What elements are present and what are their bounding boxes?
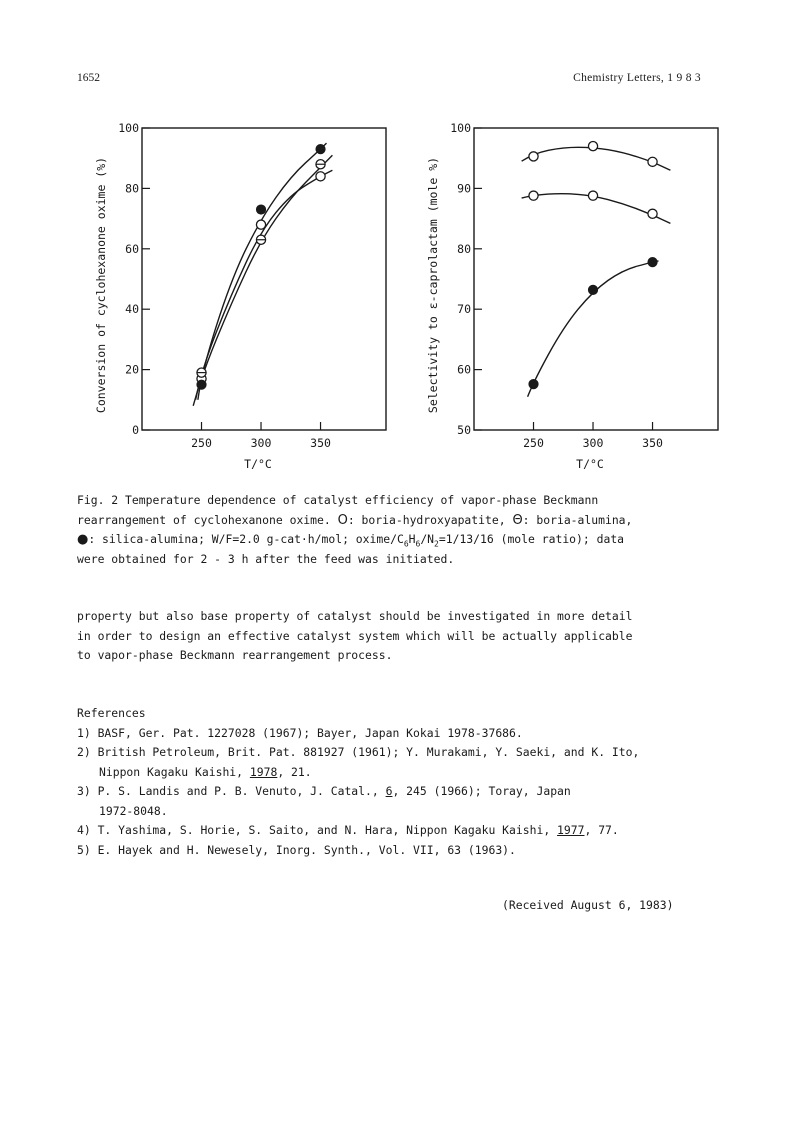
figure-label: Fig. 2 — [77, 493, 119, 507]
data-point-filled — [316, 145, 325, 154]
body-paragraph: property but also base property of catalyst should be investigated in more detail in order to design an effective catalyst system which will be actually applicable to vapor-phase Beckmann rearrangement process. — [77, 609, 633, 662]
reference-item: 5) E. Hayek and H. Newesely, Inorg. Synth., Vol. VII, 63 (1963). — [77, 842, 516, 857]
references-heading: References — [77, 706, 146, 720]
y-tick-label: 80 — [125, 181, 139, 196]
y-tick-label: 60 — [457, 362, 471, 377]
x-tick-label: 300 — [582, 436, 604, 450]
conversion-chart — [66, 110, 396, 480]
data-point-filled — [256, 205, 265, 214]
data-point-filled — [588, 285, 597, 294]
y-tick-label: 70 — [457, 302, 471, 317]
x-axis-label: T/°C — [244, 457, 272, 471]
reference-item: 4) T. Yashima, S. Horie, S. Saito, and N. Hara, Nippon Kagaku Kaishi, 1977, 77. — [77, 823, 619, 837]
reference-item: 2) British Petroleum, Brit. Pat. 881927 (1961); Y. Murakami, Y. Saeki, and K. Ito, — [77, 745, 640, 759]
y-tick-label: 90 — [457, 181, 471, 196]
data-point-open — [648, 209, 657, 218]
figure-caption: Fig. 2 Temperature dependence of catalyst efficiency of vapor-phase Beckmann rearrangement of cyclohexanone oxime. O: boria-hydroxyapatite, Θ: boria-alumina, ●: silica-alumina; W/F=2.0 g-cat·h/mol; oxime/$C_6H_6/N_2=1/13/16$ (mole ratio); data were obtained for 2 - 3 h after the feed was initiated. — [77, 493, 633, 566]
y-tick-label: 80 — [457, 241, 471, 256]
selectivity-chart — [398, 110, 728, 480]
x-tick-label: 350 — [310, 436, 331, 450]
open-circle-icon: O — [337, 512, 348, 528]
data-point-open — [588, 142, 597, 151]
references-list: References 1) BASF, Ger. Pat. 1227028 (1967); Bayer, Japan Kokai 1978-37686. 2) British Petroleum, Brit. Pat. 881927 (1961); Y. Murakami, Y. Saeki, and K. Ito, Nippon Kagaku Kaishi, 1978, 21. 3) P. S. Landis and P. B. Venuto, J. Catal., 6, 245 (1966); Toray, Japan 1972-8048. 4) T. Yashima, S. Horie, S. Saito, and N. Hara, Nippon Kagaku Kaishi, 1977, 77. 5) E. Hayek and H. Newesely, Inorg. Synth., Vol. VII, 63 (1963). — [77, 704, 639, 860]
x-tick-label: 250 — [523, 436, 544, 450]
plot-frame — [142, 128, 386, 430]
y-tick-label: 40 — [125, 302, 139, 317]
filled-circle-icon: ● — [77, 532, 89, 547]
data-point-open — [588, 191, 597, 200]
y-tick-label: 60 — [125, 241, 139, 256]
data-point-open — [529, 152, 538, 161]
series-line — [528, 261, 659, 397]
y-tick-label: 20 — [125, 362, 139, 377]
x-tick-label: 300 — [250, 436, 272, 450]
y-tick-label: 0 — [132, 423, 139, 437]
y-axis-label: Conversion of cyclohexanone oxime (%) — [94, 156, 108, 414]
received-date: (Received August 6, 1983) — [502, 898, 674, 912]
data-point-open — [316, 172, 325, 181]
series-line — [196, 170, 333, 399]
series-line — [522, 147, 671, 170]
data-point-filled — [197, 380, 206, 389]
data-point-filled — [529, 379, 538, 388]
series-line — [193, 155, 332, 406]
reference-item: 3) P. S. Landis and P. B. Venuto, J. Catal., 6, 245 (1966); Toray, Japan — [77, 784, 571, 798]
x-axis-label: T/°C — [576, 457, 604, 471]
y-tick-label: 100 — [450, 121, 471, 135]
data-point-open — [648, 157, 657, 166]
data-point-open — [529, 191, 538, 200]
page-number: 1652 — [77, 72, 100, 84]
y-tick-label: 50 — [457, 423, 471, 437]
y-tick-label: 100 — [118, 121, 139, 135]
barred-circle-icon: Θ — [512, 512, 523, 528]
data-point-filled — [648, 257, 657, 266]
reference-item: 1) BASF, Ger. Pat. 1227028 (1967); Bayer, Japan Kokai 1978-37686. — [77, 725, 523, 740]
y-axis-label: Selectivity to ε-caprolactam (mole %) — [426, 156, 440, 414]
x-tick-label: 350 — [642, 436, 663, 450]
x-tick-label: 250 — [191, 436, 212, 450]
data-point-open — [256, 220, 265, 229]
plot-frame — [474, 128, 718, 430]
journal-header: Chemistry Letters, 1 9 8 3 — [573, 72, 701, 84]
